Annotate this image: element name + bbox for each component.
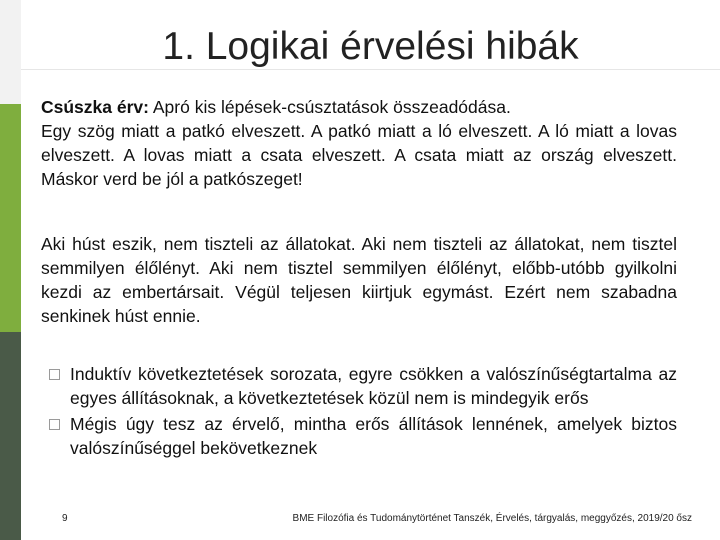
paragraph-lead-rest: Apró kis lépések-csúsztatások összeadódása. bbox=[148, 97, 511, 117]
slide-title: 1. Logikai érvelési hibák bbox=[162, 25, 579, 68]
list-item bbox=[48, 412, 677, 460]
square-bullet-icon bbox=[49, 369, 60, 380]
title-divider bbox=[21, 69, 720, 92]
bullet-list bbox=[48, 362, 677, 460]
side-bar-top bbox=[0, 0, 21, 104]
bullet-text: Mégis úgy tesz az érvelő, mintha erős állítások lennének, amelyek biztos valószínűséggel bekövetkeznek bbox=[70, 414, 677, 458]
list-item bbox=[48, 362, 677, 410]
footer-text: BME Filozófia és Tudománytörténet Tanszék, Érvelés, tárgyalás, meggyőzés, 2019/20 ősz bbox=[292, 513, 692, 524]
paragraph-horseshoe-example: Egy szög miatt a patkó elveszett. A patkó miatt a ló elveszett. A ló miatt a lovas elveszett. A lovas miatt a csata elveszett. A csata miatt az ország elveszett. Máskor verd be jól a patkószeget! bbox=[41, 121, 677, 189]
side-bar-dark bbox=[0, 332, 21, 540]
side-bar-green bbox=[0, 104, 21, 332]
bullet-text: Induktív következtetések sorozata, egyre csökken a valószínűségtartalma az egyes állításoknak, a következtetések közül nem is mindegyik erős bbox=[70, 364, 677, 408]
paragraph-slippery-slope bbox=[41, 95, 677, 191]
page-number: 9 bbox=[62, 513, 68, 524]
paragraph-lead: Csúszka érv: bbox=[41, 97, 149, 117]
square-bullet-icon bbox=[49, 419, 60, 430]
paragraph-meat-example: Aki húst eszik, nem tiszteli az állatokat. Aki nem tiszteli az állatokat, nem tisztel semmilyen élőlényt. Aki nem tisztel semmilyen élőlényt, előbb-utóbb gyilkolni kezdi az embertársait. Végül teljesen kiirtjuk egymást. Ezért nem szabadna senkinek húst ennie. bbox=[41, 234, 677, 326]
